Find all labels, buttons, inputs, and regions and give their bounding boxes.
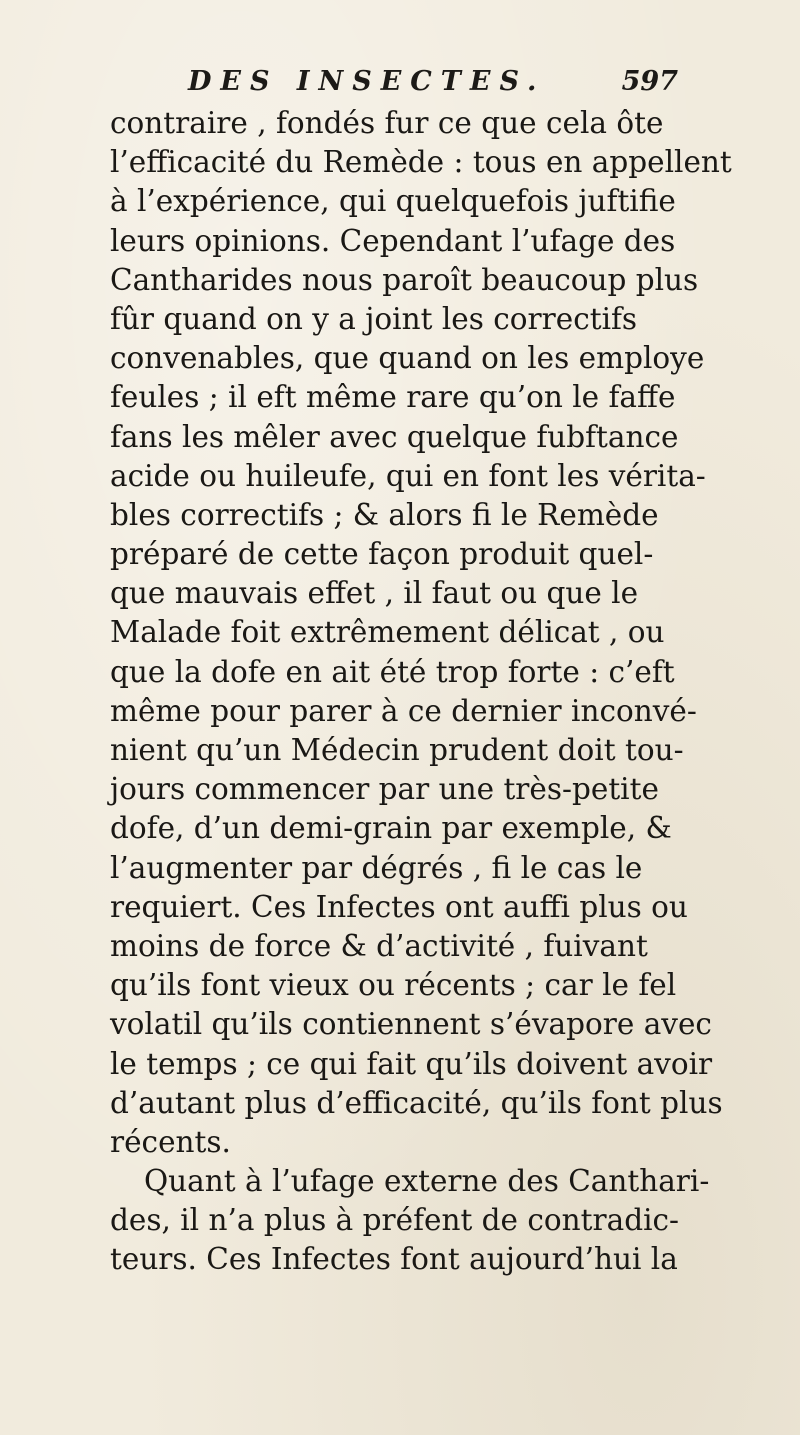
text-line: que mauvais effet , il faut ou que le	[110, 576, 639, 611]
text-line: Malade foit extrêmement délicat , ou	[110, 615, 665, 650]
text-line: jours commencer par une très-petite	[110, 772, 659, 807]
text-line: à l’expérience, qui quelquefois juftifie	[110, 184, 676, 219]
text-line: nient qu’un Médecin prudent doit tou-	[110, 733, 684, 767]
page-header	[188, 66, 678, 102]
text-line: volatil qu’ils contiennent s’évapore avec	[110, 1007, 712, 1042]
text-line: des, il n’a plus à préfent de contradic-	[110, 1203, 680, 1238]
text-line: fûr quand on y a joint les correctifs	[110, 301, 638, 336]
running-head: DES INSECTES.	[188, 66, 546, 97]
text-line: l’efficacité du Remède : tous en appellent	[110, 145, 732, 180]
page-number: 597	[621, 66, 678, 97]
text-line: leurs opinions. Cependant l’ufage des	[110, 223, 676, 258]
text-line: fans les mêler avec quelque fubftance	[110, 419, 679, 454]
text-line: contraire , fondés fur ce que cela ôte	[110, 106, 664, 140]
text-line: dofe, d’un demi-grain par exemple, &	[110, 811, 672, 846]
paragraph-start-line: Quant à l’ufage externe des Canthari-	[144, 1164, 710, 1199]
text-line: Cantharides nous paroît beaucoup plus	[110, 262, 699, 297]
text-line: le temps ; ce qui fait qu’ils doivent avoir	[110, 1046, 713, 1081]
text-line: préparé de cette façon produit quel-	[110, 537, 654, 572]
text-line: teurs. Ces Infectes font aujourd’hui la	[110, 1242, 678, 1277]
text-line: moins de force & d’activité , fuivant	[110, 928, 648, 963]
text-line: acide ou huileufe, qui en font les vérita-	[110, 458, 706, 493]
text-line: bles correctifs ; & alors fi le Remède	[110, 497, 659, 532]
body-text	[110, 104, 732, 1280]
text-line: qu’ils font vieux ou récents ; car le fel	[110, 968, 677, 1003]
text-line: d’autant plus d’efficacité, qu’ils font plus	[110, 1085, 723, 1120]
text-line: récents.	[110, 1124, 231, 1159]
text-line: requiert. Ces Infectes ont auffi plus ou	[110, 889, 688, 924]
text-line: même pour parer à ce dernier inconvé-	[110, 693, 697, 728]
text-line: feules ; il eft même rare qu’on le faffe	[110, 380, 676, 415]
text-line: convenables, que quand on les employe	[110, 341, 705, 376]
text-line: l’augmenter par dégrés , fi le cas le	[110, 850, 643, 885]
text-line: que la dofe en ait été trop forte : c’eft	[110, 654, 675, 689]
